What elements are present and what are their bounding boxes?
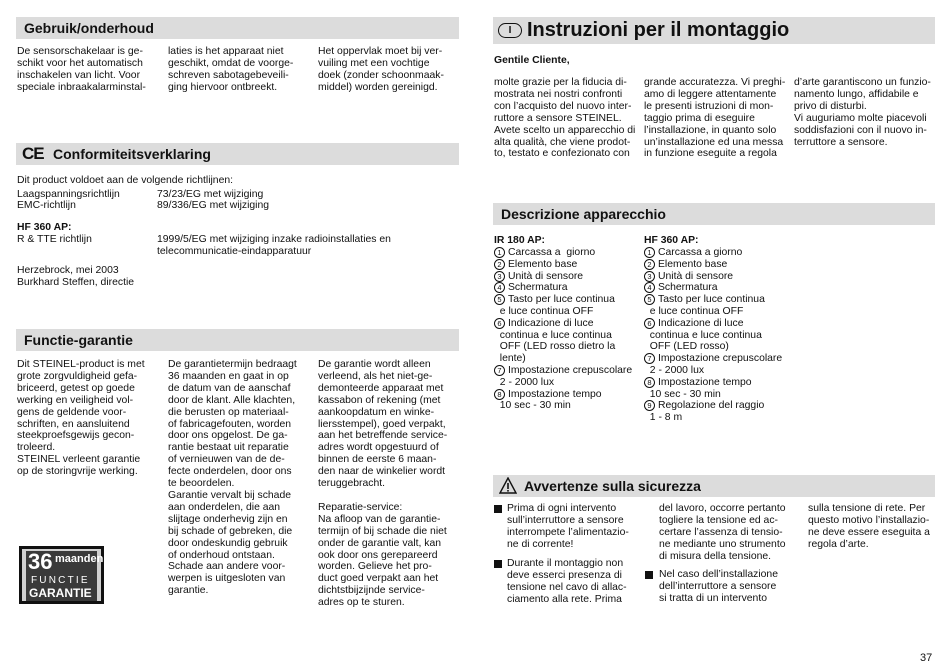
ir-item [494, 247, 632, 259]
circled-number-icon: 1 [494, 247, 505, 258]
ir-item [494, 389, 632, 413]
conformiteit-intro: Dit product voldoet aan de volgende richtlijnen: [17, 175, 234, 186]
hf-item [644, 247, 782, 259]
part-label: Tasto per luce continua e luce continua OFF [499, 294, 615, 317]
richtlijn-value-3: 1999/5/EG met wijziging inzake radioinstallaties en telecommunicatie-eindapparatuur [157, 234, 391, 257]
hf-item [644, 400, 782, 424]
section-title: Avvertenze sulla sicurezza [524, 478, 701, 494]
part-label: Carcassa a giorno [508, 247, 596, 258]
section-header-conformiteit [16, 143, 459, 165]
hf-item [644, 271, 782, 283]
hf-heading: HF 360 AP: [17, 222, 72, 233]
main-title-bar [493, 17, 935, 44]
part-label: Impostazione crepuscolare 2 - 2000 lux [649, 353, 783, 376]
ir-item [494, 365, 632, 389]
circled-number-icon: 6 [494, 318, 505, 329]
circled-number-icon: 9 [644, 400, 655, 411]
part-label: Schermatura [508, 282, 568, 294]
part-label: Schermatura [658, 282, 718, 294]
part-label: Elemento base [508, 258, 578, 270]
badge-number: 36 [28, 549, 53, 574]
part-label: Unità di sensore [508, 270, 584, 282]
ir-parts-list [494, 247, 632, 412]
safety-bullet-3: Nel caso dell’installazione dell’interruttore a sensore si tratta di un intervento [659, 569, 778, 604]
hf-parts-list [644, 247, 782, 424]
safety-col3-text: sulla tensione di rete. Per questo motivo l’installazio- ne deve essere eseguita a regola d’arte. [808, 503, 930, 550]
badge-inner [26, 549, 104, 601]
circled-number-icon: 2 [494, 259, 505, 270]
greeting: Gentile Cliente, [494, 55, 570, 66]
richtlijn-label-2: EMC-richtlijn [17, 200, 76, 211]
warning-triangle-icon [499, 477, 517, 494]
intro-col1: molte grazie per la fiducia di- mostrata nei nostri confronti con l’acquisto del nuovo inter- ruttore a sensore STEINEL. Avete scelto un apparecchio di alta qualità, che viene prodot- to, testato e confezionato con [494, 77, 636, 160]
signature: Herzebrock, mei 2003 Burkhard Steffen, directie [17, 265, 135, 288]
circled-number-icon: 5 [644, 294, 655, 305]
part-label: Unità di sensore [658, 270, 734, 282]
gebruik-col1: De sensorschakelaar is ge- schikt voor het automatisch inschakelen van licht. Voor speciale inbraakalarminstal- [17, 46, 146, 93]
ir-item [494, 294, 632, 318]
ir-item [494, 282, 632, 294]
bullet-icon [494, 560, 502, 568]
ir-heading: IR 180 AP: [494, 235, 546, 246]
circled-number-icon: 8 [494, 389, 505, 400]
gebruik-col2: laties is het apparaat niet geschikt, omdat de voorge- schreven sabotagebeveili- ging hiervoor ontbreekt. [168, 46, 294, 93]
garantie-col2: De garantietermijn bedraagt 36 maanden en gaat in op de datum van de aanschaf door de klant. Alle klachten, die berusten op materiaal- of fabricagefouten, worden door ons opgelost. De ga- rantie bestaat uit reparatie of vernieuwen van de de- fecte onderdelen, door ons te beoordelen. Garantie vervalt bij schade aan onderdelen, die aan slijtage onderhevig zijn en bij schade of gebreken, die door ondeskundig gebruik of onderhoud ontstaan. Schade aan andere voor- werpen is uitgesloten van garantie. [168, 359, 297, 597]
circled-number-icon: 8 [644, 377, 655, 388]
part-label: Tasto per luce continua e luce continua OFF [649, 294, 765, 317]
section-header-gebruik [16, 17, 459, 39]
garantie-col1: Dit STEINEL-product is met grote zorgvuldigheid gefa- briceerd, getest op goede werking en veiligheid vol- gens de geldende voor- schriften, en aansluitend steekproefsgewijs gecon- troleerd. STEINEL verleent garantie op de storingvrije werking. [17, 359, 145, 478]
bullet-icon [645, 571, 653, 579]
circled-number-icon: 2 [644, 259, 655, 270]
part-label: Indicazione di luce continua e luce continua OFF (LED rosso) [649, 317, 762, 353]
hf-item [644, 318, 782, 353]
circled-number-icon: 7 [644, 353, 655, 364]
circled-number-icon: 6 [644, 318, 655, 329]
badge-line2: FUNCTIE [31, 575, 90, 586]
hf-item [644, 259, 782, 271]
circled-number-icon: 4 [494, 282, 505, 293]
richtlijn-label-3: R & TTE richtlijn [17, 234, 92, 245]
intro-col3: d’arte garantiscono un funzio- namento lungo, affidabile e privo di disturbi. Vi auguriamo molte piacevoli soddisfazioni con il nuovo in- terruttore a sensore. [794, 77, 931, 148]
page-number: 37 [920, 652, 933, 664]
ir-item [494, 318, 632, 365]
section-title: Conformiteitsverklaring [53, 146, 211, 162]
safety-bullet-1: Prima di ogni intervento sull’interruttore a sensore interrompete l’alimentazio- ne di corrente! [507, 503, 629, 550]
section-title: Functie-garantie [24, 332, 133, 348]
richtlijn-value-2: 89/336/EG met wijziging [157, 200, 270, 211]
language-badge-icon: I [498, 23, 522, 38]
circled-number-icon: 5 [494, 294, 505, 305]
warranty-badge-icon [19, 546, 104, 604]
section-header-garantie [16, 329, 459, 351]
gebruik-col3: Het oppervlak moet bij ver- vuiling met een vochtige doek (zonder schoonmaak- middel) worden gereinigd. [318, 46, 444, 93]
safety-col2-text: del lavoro, occorre pertanto togliere la tensione ed ac- certare l’assenza di tensio- ne mediante uno strumento di misura della tensione. [659, 503, 786, 562]
part-label: Regolazione del raggio 1 - 8 m [649, 400, 765, 424]
part-label: Impostazione tempo 10 sec - 30 min [649, 376, 752, 400]
section-title: Gebruik/onderhoud [24, 20, 154, 36]
page-title: Instruzioni per il montaggio [527, 19, 790, 41]
hf-item [644, 294, 782, 318]
section-header-sicurezza [493, 475, 935, 497]
hf-item [644, 353, 782, 377]
circled-number-icon: 3 [644, 271, 655, 282]
bullet-icon [494, 505, 502, 513]
intro-col2: grande accuratezza. Vi preghi- amo di leggere attentamente le presenti istruzioni di mon- taggio prima di eseguire l’installazione, in quanto solo un’installazione ed una messa in funzione eseguite a regola [644, 77, 786, 160]
circled-number-icon: 1 [644, 247, 655, 258]
ir-item [494, 271, 632, 283]
hf-item [644, 377, 782, 401]
hf-heading: HF 360 AP: [644, 235, 699, 246]
richtlijn-value-1: 73/23/EG met wijziging [157, 189, 264, 200]
circled-number-icon: 7 [494, 365, 505, 376]
badge-line3: GARANTIE [29, 586, 92, 600]
circled-number-icon: 4 [644, 282, 655, 293]
badge-unit: maanden [55, 553, 104, 565]
part-label: Indicazione di luce continua e luce continua OFF (LED rosso dietro la lente) [499, 317, 616, 365]
section-title: Descrizione apparecchio [501, 206, 666, 222]
section-header-descrizione [493, 203, 935, 225]
richtlijn-label-1: Laagspanningsrichtlijn [17, 189, 120, 200]
garantie-col3: De garantie wordt alleen verleend, als het niet-ge- demonteerde apparaat met kassabon of rekening (met aankoopdatum en winke- liersstempel), goed verpakt, aan het betreffende service- adres wordt opgestuurd of binnen de eerste 6 maan- den naar de winkelier wordt teruggebracht. Reparatie-service: Na afloop van de garantie- termijn of bij schade die niet onder de garantie valt, kan ook door ons gerepareerd worden. Gelieve het pro- duct goed verpakt aan het dichtstbijzijnde service- adres op te sturen. [318, 359, 448, 609]
safety-bullet-2: Durante il montaggio non deve esserci presenza di tensione nel cavo di allac- ciamento alla rete. Prima [507, 558, 627, 605]
part-label: Impostazione tempo 10 sec - 30 min [499, 388, 602, 412]
part-label: Impostazione crepuscolare 2 - 2000 lux [499, 364, 633, 388]
circled-number-icon: 3 [494, 271, 505, 282]
part-label: Elemento base [658, 258, 728, 270]
ce-mark-icon: CE [22, 144, 44, 163]
part-label: Carcassa a giorno [658, 247, 743, 258]
hf-item [644, 282, 782, 294]
ir-item [494, 259, 632, 271]
